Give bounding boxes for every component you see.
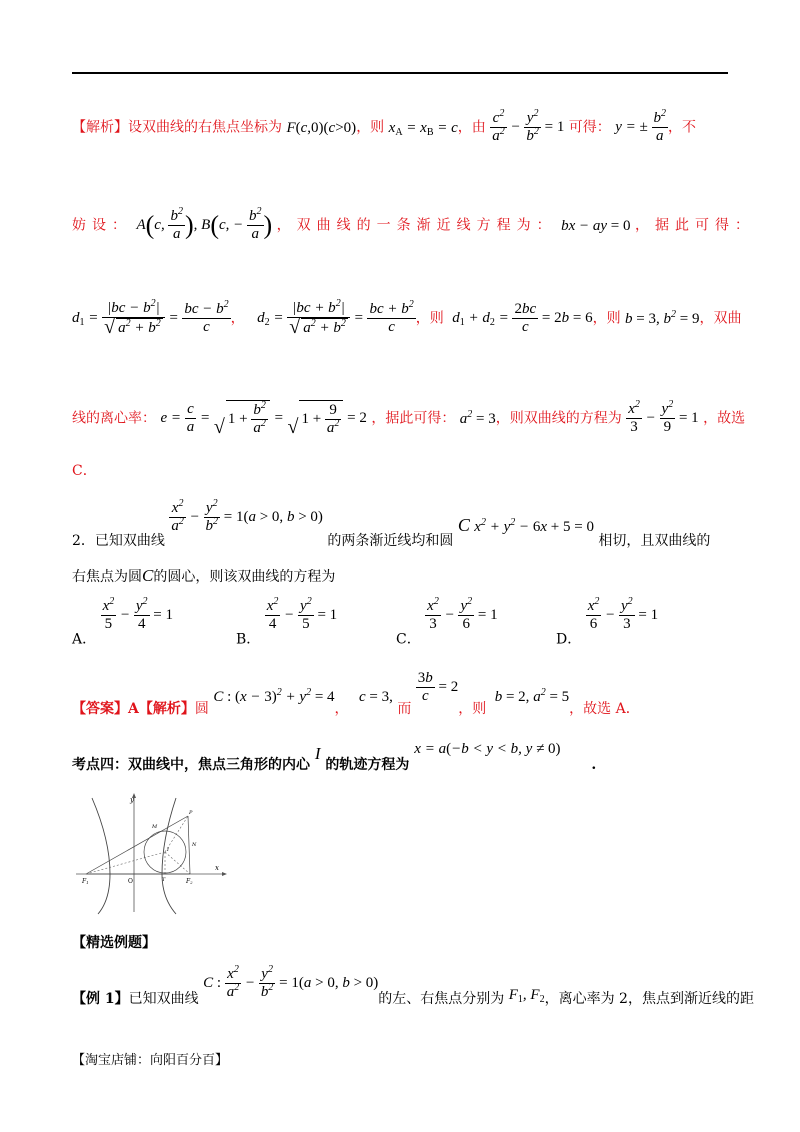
math-eccentricity: e = $\frac{c}{a}$ = √ 1 + $\frac{b^2}{a^2}$ = √ 1 + $\frac{9}{a^2}$ = 2 bbox=[160, 400, 367, 438]
option-b2: 6 bbox=[462, 616, 471, 632]
math-ab: b = 2, $a^2 = 5$ bbox=[494, 686, 570, 705]
text: ， bbox=[334, 700, 349, 717]
text: 的左、右焦点分别为 bbox=[378, 990, 505, 1007]
solution-para-2 bbox=[72, 208, 755, 243]
label-m: M bbox=[152, 824, 158, 830]
option-formula: $\frac{x^2}{3}$ − $\frac{y^2}{6}$ = 1 bbox=[427, 596, 498, 632]
text: 圆 bbox=[194, 700, 209, 717]
math-circle: $x^2 + y^2 - 6x + 5 = 0$ bbox=[474, 516, 594, 535]
option-a2: 3 bbox=[429, 616, 437, 632]
text: 妨设： bbox=[72, 217, 132, 234]
f2-sub: 2 bbox=[190, 880, 193, 885]
option-b2: 4 bbox=[137, 616, 146, 632]
math-foci: $F_1$, $F_2$ bbox=[508, 986, 545, 1005]
option-formula: $\frac{x^2}{4}$ − $\frac{y^2}{5}$ = 1 bbox=[266, 596, 338, 632]
solution-para-3 bbox=[72, 300, 741, 337]
math-circle-std: C : $(x - 3)^2 + y^2 = 4$ bbox=[213, 686, 335, 705]
math-d1: $d_1$ = $|bc - b^2|$ √ $a^2 + b^2$ = $\frac{bc - b^2}{c}$ bbox=[72, 298, 229, 338]
f1-letter: F bbox=[82, 878, 87, 885]
math-hyperbola-def: $\frac{x^2}{a^2}$ − $\frac{y^2}{b^2}$ = 1(a > 0, b > 0) bbox=[171, 498, 323, 534]
math-c: C bbox=[457, 514, 470, 535]
side-f1p bbox=[86, 816, 188, 874]
text: ，故选 A． bbox=[569, 700, 640, 717]
label-p: P bbox=[189, 810, 193, 816]
label-o: O bbox=[128, 878, 133, 885]
text: ，双曲线的一条渐近线方程为： bbox=[276, 217, 557, 234]
text: 考点四：双曲线中，焦点三角形的内心 bbox=[72, 757, 310, 773]
answer-2 bbox=[72, 670, 640, 718]
math-hyperbola: $\frac{c^2}{a^2}$ − $\frac{y^2}{b^2}$ = 1 bbox=[492, 108, 565, 144]
text: ，离心率为 2，焦点到渐近线的距 bbox=[544, 990, 754, 1007]
text: ，双曲 bbox=[699, 310, 742, 327]
math-c3: c = 3, bbox=[359, 688, 393, 705]
math-d-sum: $d_1 + d_2$ = $\frac{2bc}{c}$ = 2b = 6 bbox=[452, 301, 593, 335]
option-label: D． bbox=[556, 631, 582, 648]
math-tangent: $\frac{3b}{c}$ = 2 bbox=[417, 670, 459, 704]
dashed-i-f2 bbox=[165, 852, 190, 874]
math-a2: $a^2 = 3$ bbox=[459, 408, 496, 427]
text: 可得： bbox=[568, 119, 611, 136]
label-i: I bbox=[167, 847, 169, 853]
math-equation: $\frac{x^2}{3}$ − $\frac{y^2}{9}$ = 1 bbox=[628, 399, 699, 435]
text: 线的离心率： bbox=[72, 410, 156, 427]
side-pf2 bbox=[188, 816, 190, 874]
example-1 bbox=[72, 966, 754, 1008]
option-b2: 5 bbox=[302, 616, 310, 632]
x-axis-arrow bbox=[222, 872, 227, 876]
text: 已知双曲线 bbox=[128, 990, 199, 1007]
text: ，据此可得： bbox=[371, 410, 456, 427]
option-label: C． bbox=[396, 631, 421, 648]
option-a2: 6 bbox=[589, 616, 598, 632]
f2-letter: F bbox=[186, 878, 191, 885]
hyperbola-left-branch bbox=[92, 798, 110, 914]
option-formula: $\frac{x^2}{5}$ − $\frac{y^2}{4}$ = 1 bbox=[102, 596, 174, 632]
key-point-4 bbox=[72, 740, 596, 774]
math-xa-xb: $x_A = x_B = c$ bbox=[388, 119, 458, 138]
math-d2: $d_2$ = $|bc + b^2|$ √ $a^2 + b^2$ = $\frac{bc + b^2}{c}$ bbox=[257, 298, 414, 338]
solution-para-1 bbox=[72, 110, 696, 145]
option-d[interactable] bbox=[556, 598, 658, 649]
option-b2: 3 bbox=[623, 616, 631, 632]
math-y: y = ± $\frac{b^2}{a}$ bbox=[615, 108, 666, 144]
hyperbola-right-branch bbox=[162, 798, 176, 914]
question-2-line-2 bbox=[72, 567, 335, 586]
option-a2: 5 bbox=[104, 616, 113, 632]
label-y: y bbox=[130, 796, 134, 804]
text: 右焦点为圆 bbox=[72, 569, 142, 585]
header-rule bbox=[72, 72, 728, 74]
math-i: I bbox=[314, 744, 321, 763]
question-2 bbox=[72, 500, 710, 550]
footer-store: 【淘宝店铺：向阳百分百】 bbox=[72, 1053, 229, 1068]
text: ，故选 bbox=[703, 410, 746, 427]
text: ，则双曲线的方程为 bbox=[495, 410, 622, 427]
text: 而 bbox=[397, 700, 412, 717]
option-label: B． bbox=[236, 631, 261, 648]
label-n: N bbox=[192, 842, 197, 848]
answer-label: 【答案】A【解析】 bbox=[72, 700, 195, 717]
math-c: C bbox=[142, 566, 154, 585]
text: ，则 bbox=[356, 119, 385, 136]
math-locus: x = a(−b < y < b, y ≠ 0) bbox=[414, 741, 561, 757]
option-formula: $\frac{x^2}{6}$ − $\frac{y^2}{3}$ = 1 bbox=[587, 596, 659, 632]
label-x: x bbox=[215, 864, 219, 872]
text: ，由 bbox=[457, 119, 486, 136]
math-b: b = 3, $b^2 = 9$ bbox=[625, 308, 700, 327]
section-header: 【精选例题】 bbox=[72, 935, 156, 951]
option-a[interactable] bbox=[72, 598, 173, 649]
text: . bbox=[591, 757, 597, 773]
text: 设双曲线的右焦点坐标为 bbox=[128, 119, 282, 136]
example-label: 【例 1】 bbox=[72, 990, 129, 1007]
question-number: 2．已知双曲线 bbox=[72, 532, 165, 549]
option-b[interactable] bbox=[236, 598, 337, 649]
text: 的两条渐近线均和圆 bbox=[327, 532, 454, 549]
label-t: T bbox=[162, 877, 166, 883]
text: ，则 bbox=[592, 310, 621, 327]
solution-label: 【解析】 bbox=[72, 119, 128, 136]
solution-para-4 bbox=[72, 400, 745, 437]
option-label: A． bbox=[72, 631, 97, 648]
hyperbola-incircle-figure bbox=[72, 790, 232, 916]
math-example-hyperbola: C : $\frac{x^2}{a^2}$ − $\frac{y^2}{b^2}$ = 1(a > 0, b > 0) bbox=[203, 964, 379, 1000]
option-a2: 4 bbox=[268, 616, 277, 632]
label-f1 bbox=[81, 878, 89, 885]
text: ，据此可得： bbox=[634, 217, 755, 234]
text: ，则 bbox=[415, 310, 444, 327]
math-points-ab: A(c, $\frac{b^2}{a}$ ), B(c, − $\frac{b^2}{a}$ ) bbox=[136, 206, 273, 242]
text: 的轨迹方程为 bbox=[325, 757, 410, 773]
text: ， bbox=[230, 310, 245, 327]
label-f2 bbox=[185, 878, 193, 885]
answer-choice: C． bbox=[72, 463, 97, 479]
f1-sub: 1 bbox=[86, 880, 89, 885]
text: ，不 bbox=[668, 119, 696, 136]
text: 相切，且双曲线的 bbox=[598, 532, 711, 549]
math-focus: F(c,0)(c>0) bbox=[286, 119, 357, 136]
option-c[interactable] bbox=[396, 598, 498, 649]
dashed-f1-i bbox=[86, 852, 165, 874]
text: 的圆心，则该双曲线的方程为 bbox=[153, 569, 336, 585]
math-asymptote: bx − ay = 0 bbox=[561, 217, 631, 234]
text: ，则 bbox=[458, 700, 487, 717]
